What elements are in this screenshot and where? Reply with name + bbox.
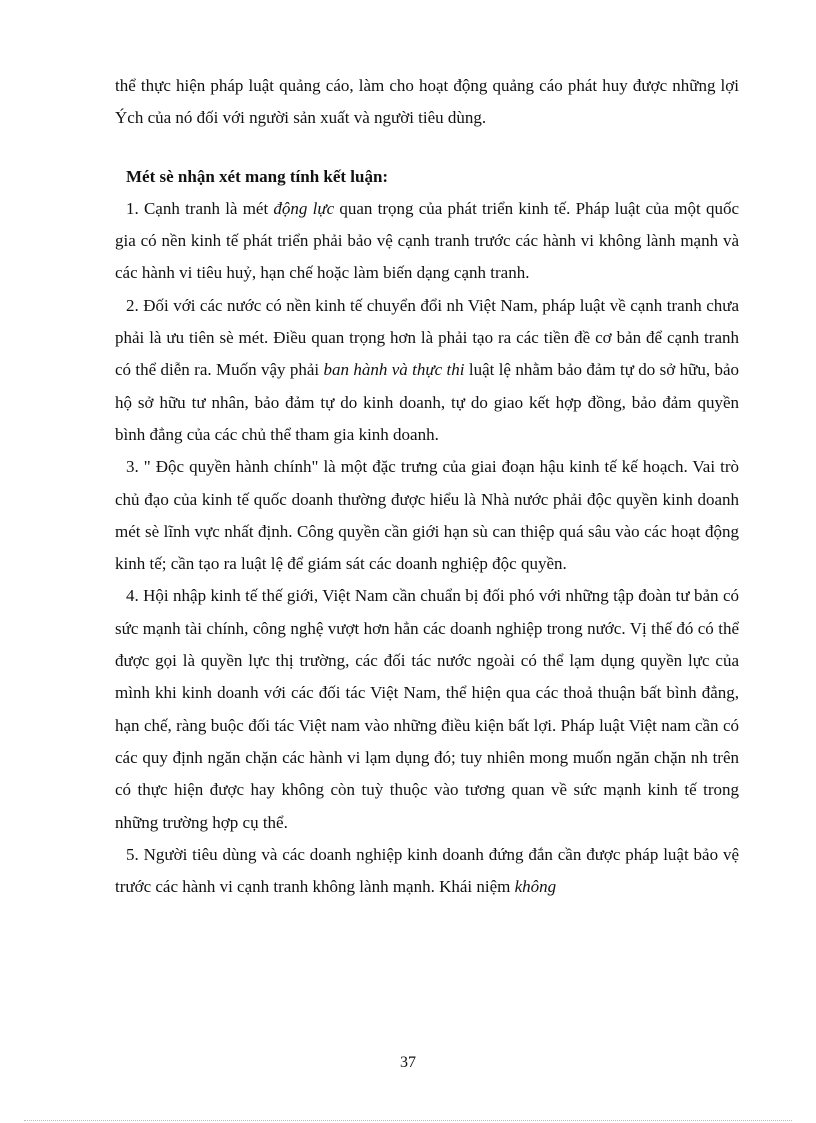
document-body: [115, 70, 739, 903]
conclusion-heading: Mét sè nhận xét mang tính kết luận:: [126, 166, 389, 186]
conclusion-item-2: [115, 290, 739, 451]
conclusion-item-1: [115, 193, 739, 290]
item-1-text-start: 1. Cạnh tranh là mét: [126, 198, 274, 218]
item-2-text-end: luật lệ nhằm bảo đảm tự do sở hữu, bảo hộ sở hữu tư nhân, bảo đảm tự do kinh doanh, tự do giao kết hợp đồng, bảo đảm quyền bình đẳng của các chủ thể tham gia kinh doanh.: [115, 360, 739, 444]
paragraph-gap: [115, 135, 739, 161]
item-2-emphasis: ban hành và thực thi: [323, 360, 465, 380]
item-5-text-start: 5. Người tiêu dùng và các doanh nghiệp kinh doanh đứng đắn cần được pháp luật bảo vệ trước các hành vi cạnh tranh không lành mạnh. Khái niệm: [115, 844, 739, 897]
conclusion-item-5: [115, 839, 739, 904]
item-2-text-start: 2. Đối với các nước có nền kinh tế chuyển đổi nh Việt Nam, pháp luật về cạnh tranh chưa phải là ưu tiên sè mét. Điều quan trọng hơn là phải tạo ra các tiền đề cơ bản để cạnh tranh có thể diễn ra. Muốn vậy phải: [115, 295, 739, 380]
page-number: 37: [400, 1054, 416, 1071]
item-1-text-end: quan trọng của phát triển kinh tế. Pháp luật của một quốc gia có nền kinh tế phát triển phải bảo vệ cạnh tranh trước các hành vi không lành mạnh và các hành vi tiêu huỷ, hạn chế hoặc làm biến dạng cạnh tranh.: [115, 198, 740, 283]
item-5-emphasis: không: [514, 877, 557, 897]
conclusion-item-4: 4. Hội nhập kinh tế thế giới, Việt Nam cần chuẩn bị đối phó với những tập đoàn tư bản có sức mạnh tài chính, công nghệ vượt hơn hẳn các doanh nghiệp trong nước. Vị thế đó có thể được gọi là quyền lực thị trường, các đối tác nước ngoài có thể lạm dụng quyền lực của mình khi kinh doanh với các đối tác Việt Nam, thể hiện qua các thoả thuận bất bình đẳng, hạn chế, ràng buộc đối tác Việt nam vào những điều kiện bất lợi. Pháp luật Việt nam cần có các quy định ngăn chặn các hành vi lạm dụng đó; tuy nhiên mong muốn ngăn chặn nh trên có thực hiện được hay không còn tuỳ thuộc vào tương quan về sức mạnh kinh tế trong những trường hợp cụ thể.: [115, 586, 739, 832]
item-1-emphasis: động lực: [273, 198, 335, 218]
conclusion-item-3: 3. " Độc quyền hành chính" là một đặc trưng của giai đoạn hậu kinh tế kế hoạch. Vai trò chủ đạo của kinh tế quốc doanh thường được hiểu là Nhà nước phải độc quyền kinh doanh mét sè lĩnh vực nhất định. Công quyền cần giới hạn sù can thiệp quá sâu vào các hoạt động kinh tế; cần tạo ra luật lệ để giám sát các doanh nghiệp độc quyền.: [115, 457, 739, 574]
page-bottom-divider: [24, 1120, 792, 1121]
continuation-paragraph: thể thực hiện pháp luật quảng cáo, làm cho hoạt động quảng cáo phát huy được những lợi Ých của nó đối với người sản xuất và người tiêu dùng.: [115, 76, 739, 128]
